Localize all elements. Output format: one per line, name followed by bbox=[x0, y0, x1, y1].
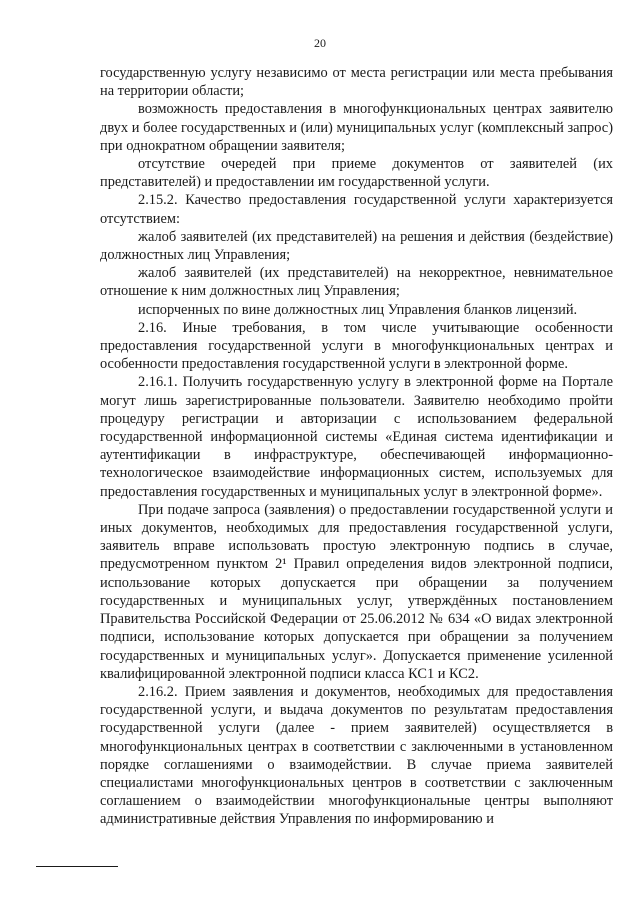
paragraph: 2.16.2. Прием заявления и документов, необходимых для предоставления государственной услуги, и выдача документов по результатам предоставления государственной услуги (далее - прием заявителей) осуществляется в многофункциональных центрах в соответствии с заключенными в установленном порядке соглашениями о взаимодействии. В случае приема заявителей специалистами многофункциональных центров в соответствии с заключенным соглашением о взаимодействии многофункциональные центры выполняют административные действия Управления по информированию и bbox=[100, 683, 613, 828]
paragraph: испорченных по вине должностных лиц Управления бланков лицензий. bbox=[138, 301, 578, 318]
paragraph: жалоб заявителей (их представителей) на некорректное, невнимательное отношение к ним должностных лиц Управления; bbox=[100, 265, 613, 300]
paragraph: При подаче запроса (заявления) о предоставлении государственной услуги и иных документов, необходимых для предоставления государственной услуги, заявитель вправе использовать простую электронную подпись в случае, предусмотренном пунктом 2¹ Правил определения видов электронной подписи, использование которых допускается при обращении за получением государственных и муниципальных услуг, утверждённых постановлением Правительства Российской Федерации от 25.06.2012 № 634 «О видах электронной подписи, использование которых допускается при обращении за получением государственных и муниципальных услуг». Допускается применение усиленной квалифицированной электронной подписи класса КС1 и КС2. bbox=[100, 501, 613, 682]
paragraph: отсутствие очередей при приеме документов от заявителей (их представителей) и предоставлении им государственной услуги. bbox=[100, 156, 613, 191]
paragraph: возможность предоставления в многофункциональных центрах заявителю двух и более государственных и (или) муниципальных услуг (комплексный запрос) при однократном обращении заявителя; bbox=[100, 101, 613, 154]
page-number: 20 bbox=[314, 36, 326, 50]
paragraph: 2.16. Иные требования, в том числе учитывающие особенности предоставления государственной услуги в многофункциональных центрах и особенности предоставления государственной услуги в электронной форме. bbox=[100, 319, 613, 373]
paragraph: государственную услугу независимо от места регистрации или места пребывания на территории области; bbox=[100, 65, 613, 100]
paragraph: 2.16.1. Получить государственную услугу в электронной форме на Портале могут лишь зарегистрированные пользователи. Заявителю необходимо пройти процедуру регистрации и авторизации с использованием федеральной государственной информационной системы «Единая система идентификации и аутентификации в инфраструктуре, обеспечивающей информационно-технологическое взаимодействие информационных систем, используемых для предоставления государственных и муниципальных услуг в электронной форме». bbox=[100, 374, 613, 500]
document-body bbox=[100, 64, 613, 829]
paragraph: жалоб заявителей (их представителей) на решения и действия (бездействие) должностных лиц Управления; bbox=[100, 228, 613, 264]
paragraph: 2.15.2. Качество предоставления государственной услуги характеризуется отсутствием: bbox=[100, 192, 613, 227]
footnote-divider bbox=[36, 866, 118, 867]
